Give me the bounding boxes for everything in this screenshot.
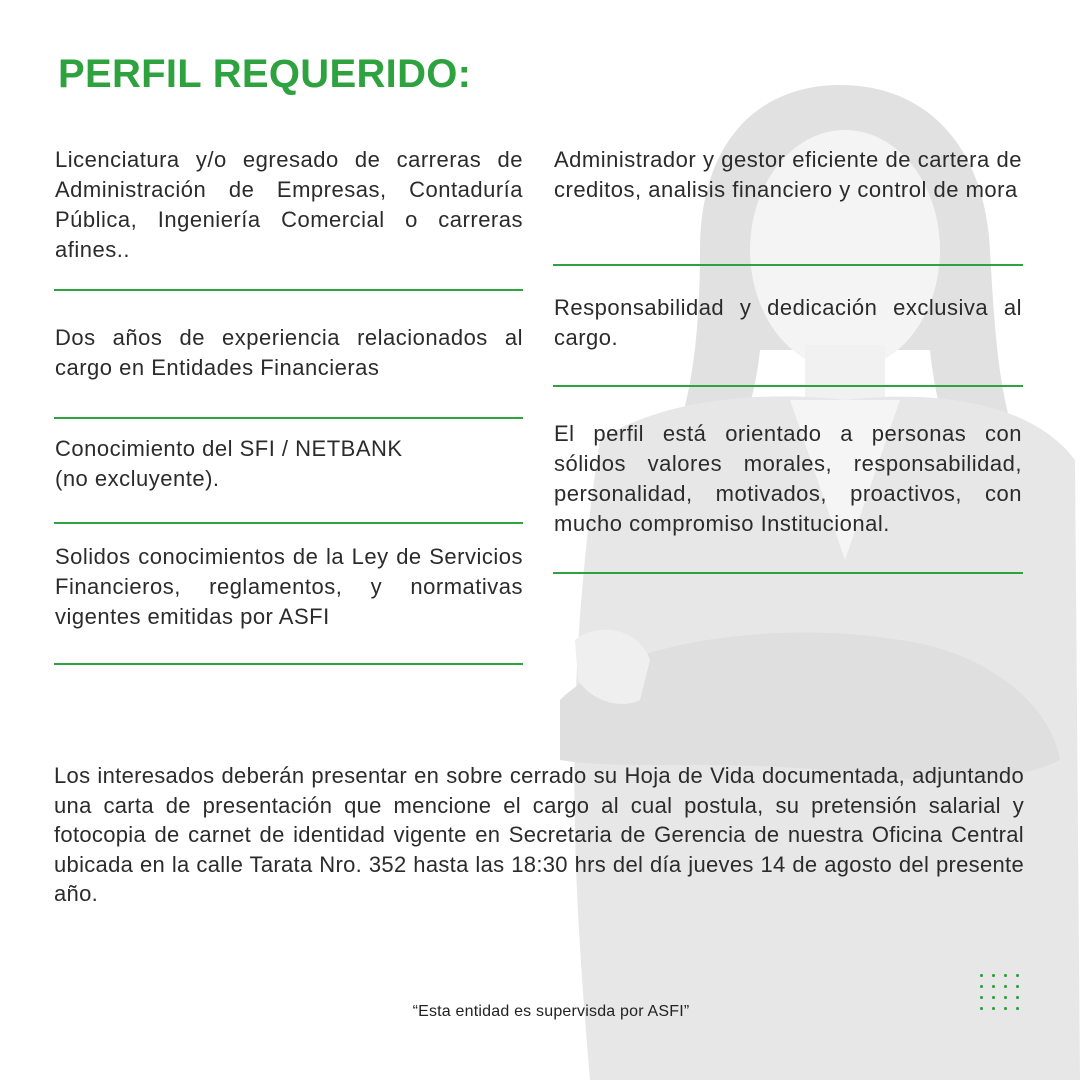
grid-dot [1004,974,1007,977]
grid-dot [1004,996,1007,999]
divider-line [54,663,523,665]
grid-dot [992,974,995,977]
requirement-values: El perfil está orientado a personas con sólidos valores morales, responsabilidad, personalidad, motivados, proactivos, con mucho compromiso Institucional. [554,421,1022,536]
requirement-portfolio-management: Administrador y gestor eficiente de cartera de creditos, analisis financiero y control de mora [554,147,1022,202]
divider-line [54,522,523,524]
grid-dot [980,996,983,999]
grid-dot [1016,985,1019,988]
grid-dot [992,996,995,999]
divider-line [54,417,523,419]
requirement-experience: Dos años de experiencia relacionados al cargo en Entidades Financieras [55,325,523,380]
divider-line [54,289,523,291]
divider-line [553,572,1023,574]
requirement-dedication: Responsabilidad y dedicación exclusiva al cargo. [554,295,1022,350]
grid-dot [1016,996,1019,999]
requirement-degree: Licenciatura y/o egresado de carreras de Administración de Empresas, Contaduría Pública, Ingeniería Comercial o carreras afines.. [55,147,523,262]
requirement-regulations: Solidos conocimientos de la Ley de Servicios Financieros, reglamentos, y normativas vigentes emitidas por ASFI [55,544,523,629]
requirement-sfi-netbank [55,434,523,494]
divider-line [553,385,1023,387]
grid-dot [992,985,995,988]
grid-dot [1016,974,1019,977]
grid-dot [1004,985,1007,988]
requirement-sfi-netbank-line: Conocimiento del SFI / NETBANK [55,436,403,461]
requirement-sfi-netbank-note: (no excluyente). [55,466,220,491]
grid-dot [980,974,983,977]
supervision-note: “Esta entidad es supervisda por ASFI” [412,1003,690,1020]
divider-line [553,264,1023,266]
application-instructions: Los interesados deberán presentar en sobre cerrado su Hoja de Vida documentada, adjuntando una carta de presentación que mencione el cargo al cual postula, su pretensión salarial y fotocopia de carnet de identidad vigente en Secretaria de Gerencia de nuestra Oficina Central ubicada en la calle Tarata Nro. 352 hasta las 18:30 hrs del día jueves 14 de agosto del presente año. [54,763,1024,906]
page-title: PERFIL REQUERIDO: [58,52,472,96]
grid-dot [980,985,983,988]
